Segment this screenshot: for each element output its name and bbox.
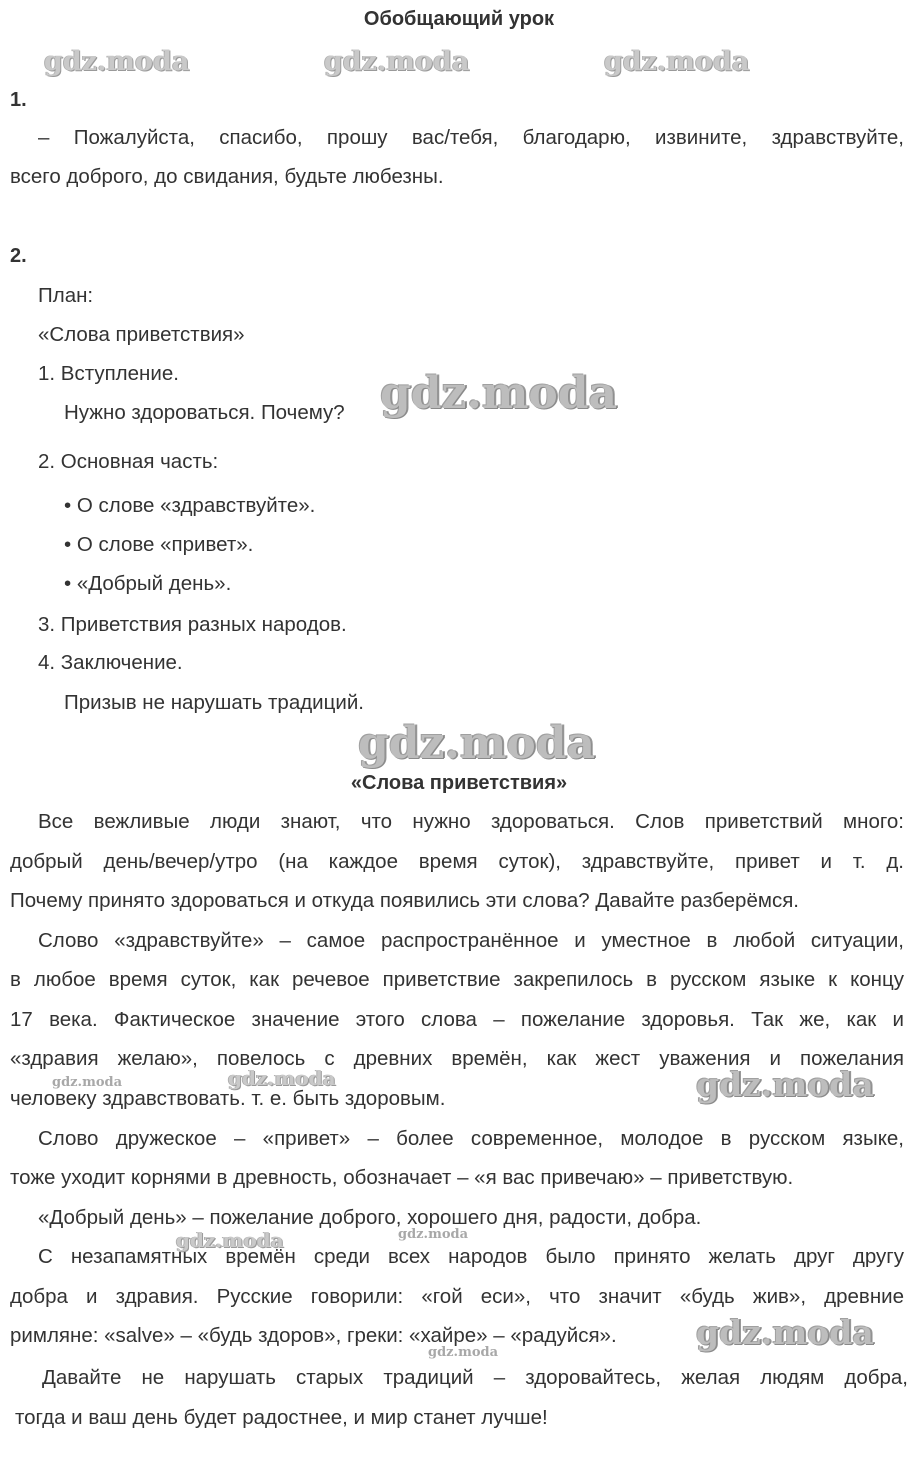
essay-line: 17 века. Фактическое значение этого слова – пожелание здоровья. Так же, как и — [10, 1008, 904, 1031]
watermark: gdz.moda — [696, 1065, 874, 1104]
plan-item: Нужно здороваться. Почему? — [64, 401, 345, 424]
text-line: всего доброго, до свидания, будьте любезны. — [10, 165, 444, 188]
essay-line: тоже уходит корнями в древность, обозначает – «я вас привечаю» – приветствую. — [10, 1166, 794, 1189]
essay-line: человеку здравствовать. т. е. быть здоровым. — [10, 1087, 446, 1110]
essay-line: добрый день/вечер/утро (на каждое время суток), здравствуйте, привет и т. д. — [10, 850, 904, 873]
plan-item: 2. Основная часть: — [38, 450, 219, 473]
essay-line: «здравия желаю», повелось с древних времён, как жест уважения и пожелания — [10, 1047, 904, 1070]
essay-line: Давайте не нарушать старых традиций – здоровайтесь, желая людям добра, — [42, 1366, 908, 1389]
watermark: gdz.moda — [324, 46, 470, 77]
watermark: gdz.moda — [398, 1227, 469, 1242]
text-line: – Пожалуйста, спасибо, прошу вас/тебя, благодарю, извините, здравствуйте, — [38, 126, 904, 149]
watermark: gdz.moda — [358, 718, 596, 769]
essay-line: Слово дружеское – «привет» – более современное, молодое в русском языке, — [38, 1127, 904, 1150]
essay-line: Почему принято здороваться и откуда появились эти слова? Давайте разберёмся. — [10, 889, 799, 912]
essay-line: «Добрый день» – пожелание доброго, хорошего дня, радости, добра. — [38, 1206, 702, 1229]
plan-item: • О слове «привет». — [64, 533, 254, 556]
watermark: gdz.moda — [380, 368, 618, 419]
watermark: gdz.moda — [52, 1075, 123, 1090]
plan-item: • «Добрый день». — [64, 572, 232, 595]
plan-item: 4. Заключение. — [38, 651, 183, 674]
essay-line: римляне: «salve» – «будь здоров», греки: «хайре» – «радуйся». — [10, 1324, 617, 1347]
essay-title: «Слова приветствия» — [350, 772, 568, 794]
plan-item: Призыв не нарушать традиций. — [64, 691, 364, 714]
plan-item: 3. Приветствия разных народов. — [38, 613, 347, 636]
plan-item: • О слове «здравствуйте». — [64, 494, 316, 517]
watermark: gdz.moda — [176, 1228, 284, 1252]
essay-line: Слово «здравствуйте» – самое распространённое и уместное в любой ситуации, — [38, 929, 904, 952]
plan-label: План: — [38, 284, 94, 307]
essay-line: в любое время суток, как речевое приветствие закрепилось в русском языке к концу — [10, 968, 904, 991]
task-number: 1. — [10, 89, 27, 111]
essay-line: С незапамятных времён среди всех народов было принято желать друг другу — [38, 1245, 904, 1268]
plan-item: 1. Вступление. — [38, 362, 179, 385]
essay-line: тогда и ваш день будет радостнее, и мир станет лучше! — [15, 1406, 548, 1429]
essay-line: Все вежливые люди знают, что нужно здороваться. Слов приветствий много: — [38, 810, 904, 833]
watermark: gdz.moda — [696, 1313, 874, 1352]
watermark: gdz.moda — [228, 1066, 336, 1090]
plan-title: «Слова приветствия» — [38, 323, 245, 346]
task-number: 2. — [10, 245, 27, 267]
essay-line: добра и здравия. Русские говорили: «гой еси», что значит «будь жив», древние — [10, 1285, 904, 1308]
page-title: Обобщающий урок — [363, 8, 555, 30]
watermark: gdz.moda — [44, 46, 190, 77]
watermark: gdz.moda — [428, 1345, 499, 1360]
watermark: gdz.moda — [604, 46, 750, 77]
